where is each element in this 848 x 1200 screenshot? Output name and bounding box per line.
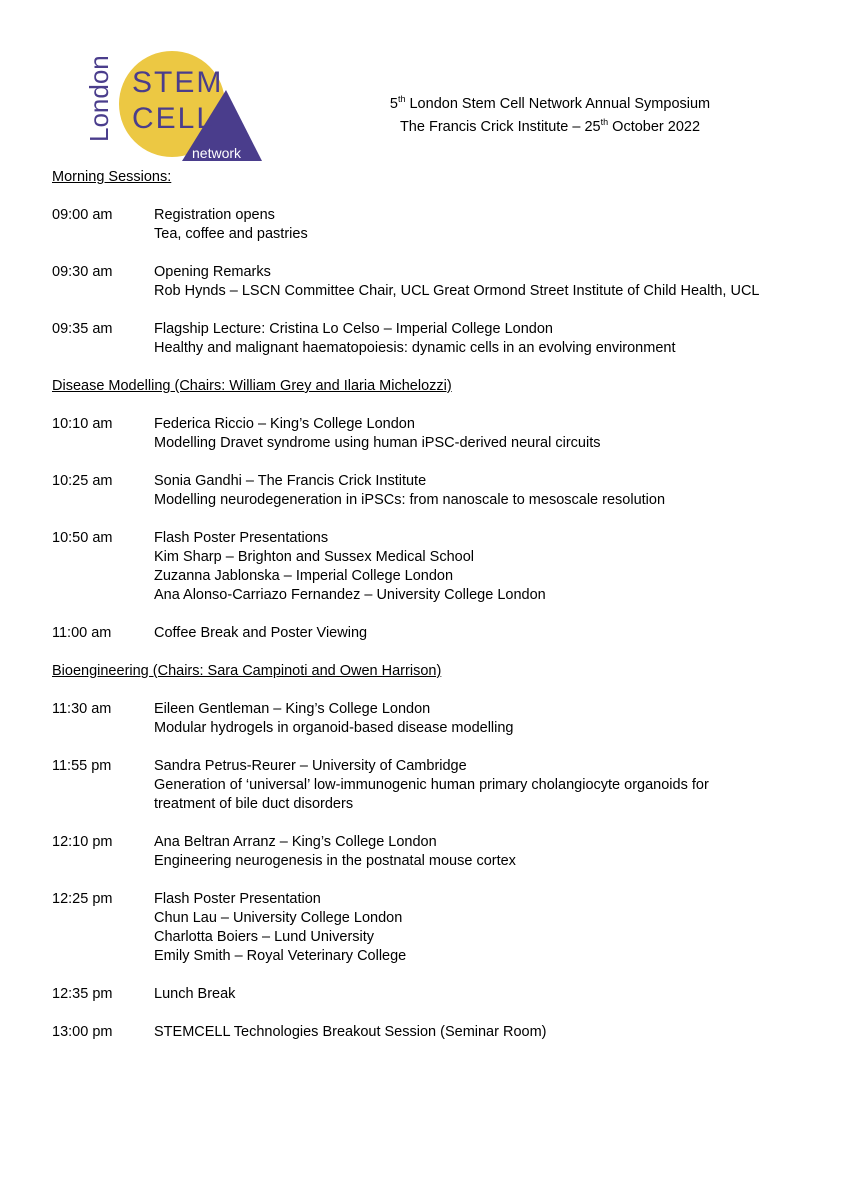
entry-title: Federica Riccio – King’s College London — [154, 416, 415, 432]
entry-detail-line: Modular hydrogels in organoid-based disease modelling — [154, 720, 514, 736]
entry-detail-line: Charlotta Boiers – Lund University — [154, 929, 375, 945]
entry-detail-line: Kim Sharp – Brighton and Sussex Medical School — [154, 549, 474, 565]
programme-section — [52, 662, 812, 1042]
entry-time: 11:00 am — [52, 625, 112, 641]
entry-details — [154, 415, 812, 453]
entry-time: 10:50 am — [52, 530, 113, 546]
schedule-entry — [52, 472, 812, 510]
entry-detail-line: treatment of bile duct disorders — [154, 796, 354, 812]
entry-detail-line: Healthy and malignant haematopoiesis: dynamic cells in an evolving environment — [154, 340, 676, 356]
entry-detail-line: Emily Smith – Royal Veterinary College — [154, 948, 407, 964]
entry-title: Registration opens — [154, 207, 275, 223]
header-line-1: 5th London Stem Cell Network Annual Symposium — [389, 94, 711, 112]
entry-time: 12:35 pm — [52, 986, 113, 1002]
schedule-entry — [52, 985, 812, 1004]
entry-time: 09:00 am — [52, 207, 113, 223]
schedule-entry — [52, 757, 812, 814]
entry-title: Flagship Lecture: Cristina Lo Celso – Imperial College London — [154, 321, 553, 337]
entry-title: STEMCELL Technologies Breakout Session (Seminar Room) — [154, 1024, 547, 1040]
entry-time: 13:00 pm — [52, 1024, 113, 1040]
entry-time: 09:30 am — [52, 264, 113, 280]
entry-detail-line: Zuzanna Jablonska – Imperial College London — [154, 568, 454, 584]
entry-details — [154, 757, 812, 814]
section-title: Bioengineering (Chairs: Sara Campinoti and Owen Harrison) — [52, 663, 442, 679]
entry-detail-line: Modelling neurodegeneration in iPSCs: from nanoscale to mesoscale resolution — [154, 492, 666, 508]
london-stem-cell-network-logo — [86, 48, 266, 164]
schedule-entry — [52, 700, 812, 738]
section-title: Morning Sessions: — [52, 169, 172, 185]
entry-details — [154, 624, 812, 643]
entry-title: Lunch Break — [154, 986, 236, 1002]
programme-section — [52, 377, 812, 643]
entry-title: Flash Poster Presentation — [154, 891, 321, 907]
entry-time: 09:35 am — [52, 321, 113, 337]
svg-text:network: network — [192, 145, 242, 161]
entry-details — [154, 529, 812, 605]
svg-text:STEM: STEM — [132, 66, 224, 99]
schedule-entry — [52, 624, 812, 643]
entry-details — [154, 320, 812, 358]
entry-details — [154, 263, 812, 301]
entry-time: 12:10 pm — [52, 834, 113, 850]
symposium-header — [300, 90, 800, 136]
entry-details — [154, 206, 812, 244]
svg-text:CELL: CELL — [132, 102, 216, 135]
entry-title: Flash Poster Presentations — [154, 530, 329, 546]
entry-detail-line: Generation of ‘universal’ low-immunogenic human primary cholangiocyte organoids for — [154, 777, 709, 793]
logo-graphic — [86, 48, 266, 164]
entry-detail-line: Modelling Dravet syndrome using human iPSC-derived neural circuits — [154, 435, 601, 451]
svg-text:London: London — [86, 55, 114, 142]
entry-time: 12:25 pm — [52, 891, 113, 907]
entry-details — [154, 833, 812, 871]
schedule-entry — [52, 320, 812, 358]
entry-title: Eileen Gentleman – King’s College London — [154, 701, 431, 717]
entry-detail-line: Ana Alonso-Carriazo Fernandez – University College London — [154, 587, 546, 603]
entry-title: Coffee Break and Poster Viewing — [154, 625, 368, 641]
entry-details — [154, 700, 812, 738]
entry-details — [154, 890, 812, 966]
programme — [52, 168, 812, 1061]
entry-time: 11:30 am — [52, 701, 112, 717]
entry-time: 11:55 pm — [52, 758, 112, 774]
entry-time: 10:10 am — [52, 416, 113, 432]
schedule-entry — [52, 1023, 812, 1042]
schedule-entry — [52, 890, 812, 966]
programme-section — [52, 168, 812, 358]
entry-details — [154, 1023, 812, 1042]
schedule-entry — [52, 833, 812, 871]
entry-title: Sandra Petrus-Reurer – University of Cambridge — [154, 758, 467, 774]
entry-details — [154, 985, 812, 1004]
header-line-2: The Francis Crick Institute – 25th October 2022 — [399, 116, 701, 135]
entry-title: Sonia Gandhi – The Francis Crick Institute — [154, 473, 427, 489]
schedule-entry — [52, 415, 812, 453]
entry-detail-line: Tea, coffee and pastries — [154, 226, 308, 242]
entry-detail-line: Chun Lau – University College London — [154, 910, 403, 926]
entry-title: Opening Remarks — [154, 264, 271, 280]
entry-title: Ana Beltran Arranz – King’s College London — [154, 834, 437, 850]
section-title: Disease Modelling (Chairs: William Grey and Ilaria Michelozzi) — [52, 378, 452, 394]
schedule-entry — [52, 529, 812, 605]
entry-details — [154, 472, 812, 510]
entry-detail-line: Rob Hynds – LSCN Committee Chair, UCL Great Ormond Street Institute of Child Health, UCL — [154, 283, 760, 299]
entry-detail-line: Engineering neurogenesis in the postnatal mouse cortex — [154, 853, 516, 869]
entry-time: 10:25 am — [52, 473, 113, 489]
schedule-entry — [52, 263, 812, 301]
schedule-entry — [52, 206, 812, 244]
